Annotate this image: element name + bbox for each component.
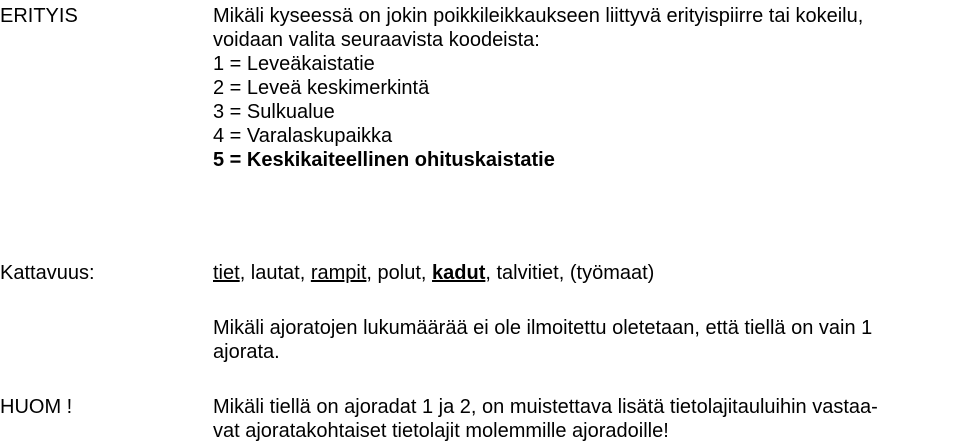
huom-note [213,395,958,443]
code-item-3: 3 = Sulkualue [213,101,335,123]
kattavuus-label: Kattavuus: [0,262,95,284]
kattavuus-note-line-2: ajorata. [213,341,280,363]
huom-label: HUOM ! [0,396,73,418]
code-item-5: 5 = Keskikaiteellinen ohituskaistatie [213,149,555,171]
road-type-rest: , talvitiet, (työmaat) [485,262,655,284]
road-type-kadut: kadut [432,262,486,284]
kattavuus-note [213,316,958,364]
code-item-4: 4 = Varalaskupaikka [213,125,393,147]
kattavuus-road-types [213,261,958,285]
road-type-tiet: tiet [213,262,240,284]
code-item-1: 1 = Leveäkaistatie [213,53,375,75]
road-type-separator: , polut, [366,262,433,284]
road-type-separator: , lautat, [239,262,311,284]
erityis-intro-line-2: voidaan valita seuraavista koodeista: [213,29,540,51]
erityis-intro-line-1: Mikäli kyseessä on jokin poikkileikkaukseen liittyvä erityispiirre tai kokeilu, [213,5,864,27]
erityis-label: ERITYIS [0,5,78,27]
road-type-rampit: rampit [310,262,367,284]
huom-line-2: vat ajoratakohtaiset tietolajit molemmille ajoradoille! [213,420,669,442]
erityis-description [213,4,958,172]
kattavuus-list [213,261,958,285]
huom-line-1: Mikäli tiellä on ajoradat 1 ja 2, on muistettava lisätä tietolajitauluihin vastaa- [213,396,878,418]
kattavuus-note-line-1: Mikäli ajoratojen lukumäärää ei ole ilmoitettu oletetaan, että tiellä on vain 1 [213,317,873,339]
code-item-2: 2 = Leveä keskimerkintä [213,77,430,99]
